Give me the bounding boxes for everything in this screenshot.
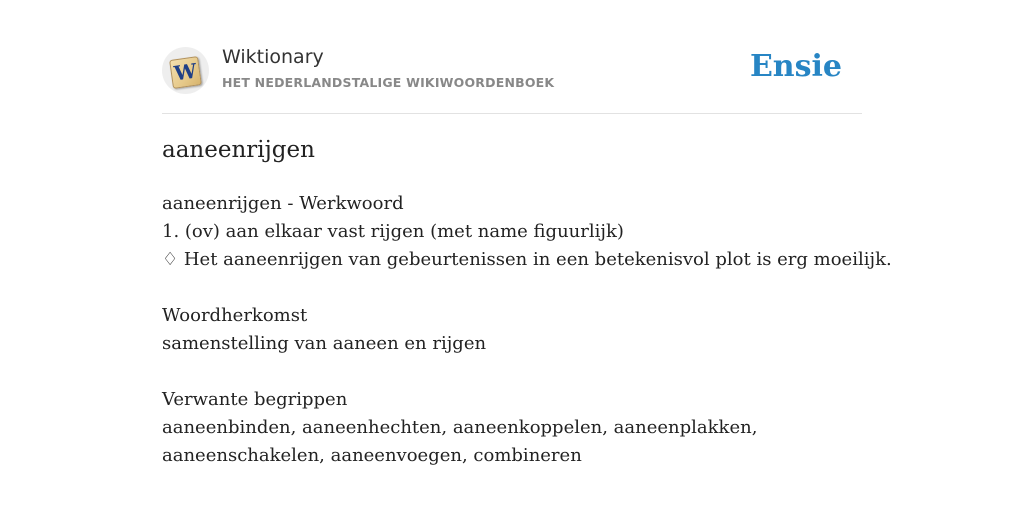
spacer	[162, 358, 862, 386]
site-tagline: HET NEDERLANDSTALIGE WIKIWOORDENBOEK	[222, 75, 555, 90]
spacer	[162, 274, 862, 302]
related-terms-line: aaneenbinden, aaneenhechten, aaneenkoppelen, aaneenplakken,	[162, 417, 758, 438]
related-terms-line: aaneenschakelen, aaneenvoegen, combineren	[162, 445, 582, 466]
entry-card	[162, 0, 892, 512]
etymology-text: samenstelling van aaneen en rijgen	[162, 333, 487, 354]
related-heading: Verwante begrippen	[162, 389, 348, 410]
logo-letter: W	[172, 58, 199, 86]
wiktionary-logo-icon[interactable]	[162, 47, 209, 94]
ensie-brand-link[interactable]: Ensie	[749, 49, 842, 84]
header-divider	[162, 113, 862, 114]
site-name[interactable]: Wiktionary	[222, 46, 324, 68]
etymology-heading: Woordherkomst	[162, 305, 308, 326]
definition-line: 1. (ov) aan elkaar vast rijgen (met name figuurlijk)	[162, 221, 624, 242]
site-header	[162, 44, 862, 96]
part-of-speech-line: aaneenrijgen - Werkwoord	[162, 193, 404, 214]
entry-content	[162, 190, 892, 470]
page-title: aaneenrijgen	[162, 137, 315, 163]
example-line: ♢ Het aaneenrijgen van gebeurtenissen in een betekenisvol plot is erg moeilijk.	[162, 249, 892, 270]
logo-tile	[169, 56, 202, 89]
